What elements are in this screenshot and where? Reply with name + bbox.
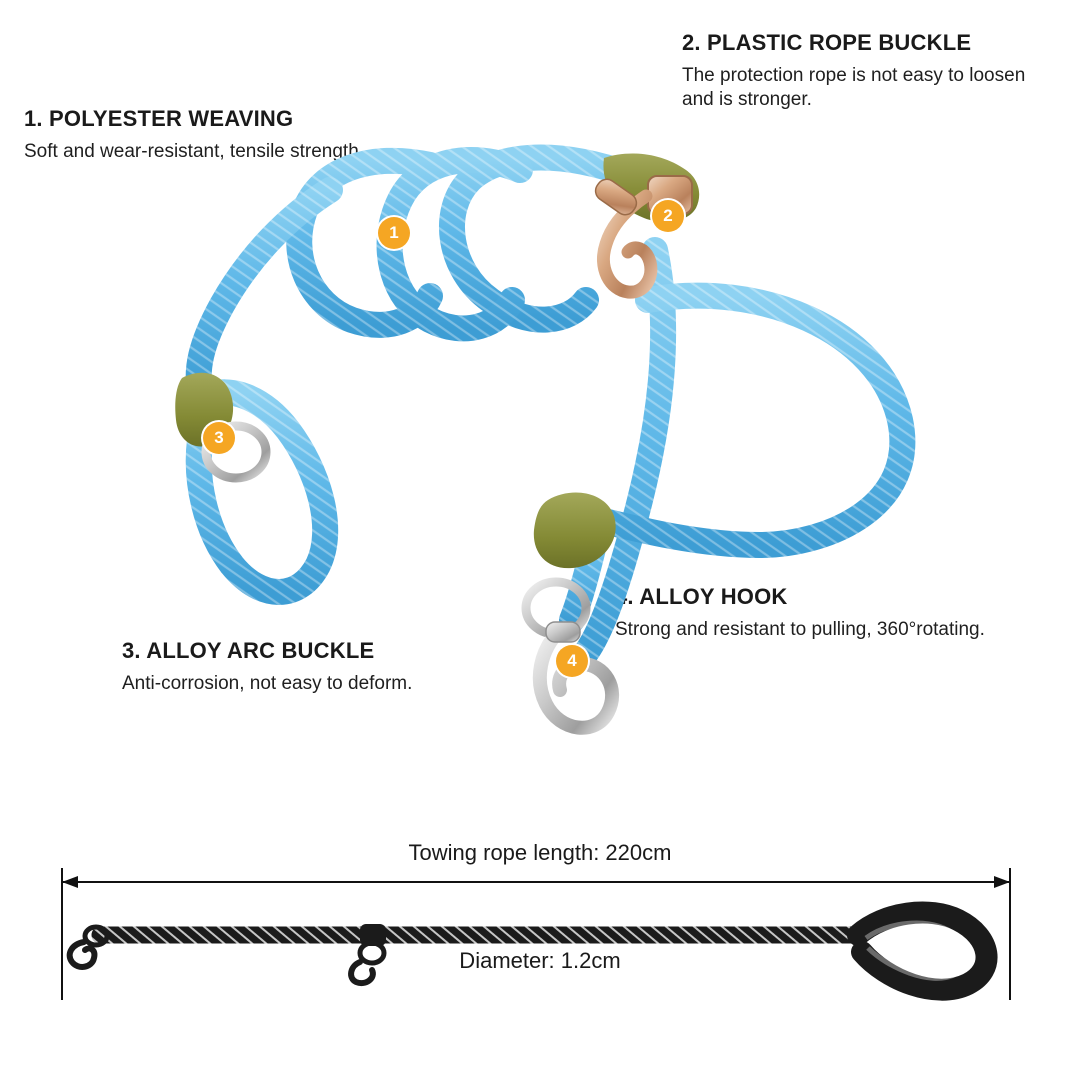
- rope-diameter-label: Diameter: 1.2cm: [459, 948, 621, 973]
- callout-badge-3: 3: [203, 422, 235, 454]
- callout-badge-1: 1: [378, 217, 410, 249]
- specifications-block: [0, 820, 1080, 1080]
- feature-4-title: 4. ALLOY HOOK: [615, 584, 788, 609]
- dimension-drawing: [0, 820, 1080, 1080]
- feature-2-desc: The protection rope is not easy to loosen and is stronger.: [682, 65, 1026, 110]
- feature-1-title: 1. POLYESTER WEAVING: [24, 106, 294, 131]
- feature-2-title: 2. PLASTIC ROPE BUCKLE: [682, 30, 972, 55]
- feature-3-desc: Anti-corrosion, not easy to deform.: [122, 673, 413, 694]
- copper-snap-hook: [592, 175, 651, 292]
- feature-3-title: 3. ALLOY ARC BUCKLE: [122, 638, 375, 663]
- callout-badge-2: 2: [652, 200, 684, 232]
- callout-badge-4: 4: [556, 645, 588, 677]
- leash-silhouette: [70, 913, 987, 990]
- feature-4-desc: Strong and resistant to pulling, 360°rotating.: [615, 619, 985, 640]
- rope-length-label: Towing rope length: 220cm: [408, 840, 672, 865]
- feature-1-desc: Soft and wear-resistant, tensile strength.: [24, 141, 365, 162]
